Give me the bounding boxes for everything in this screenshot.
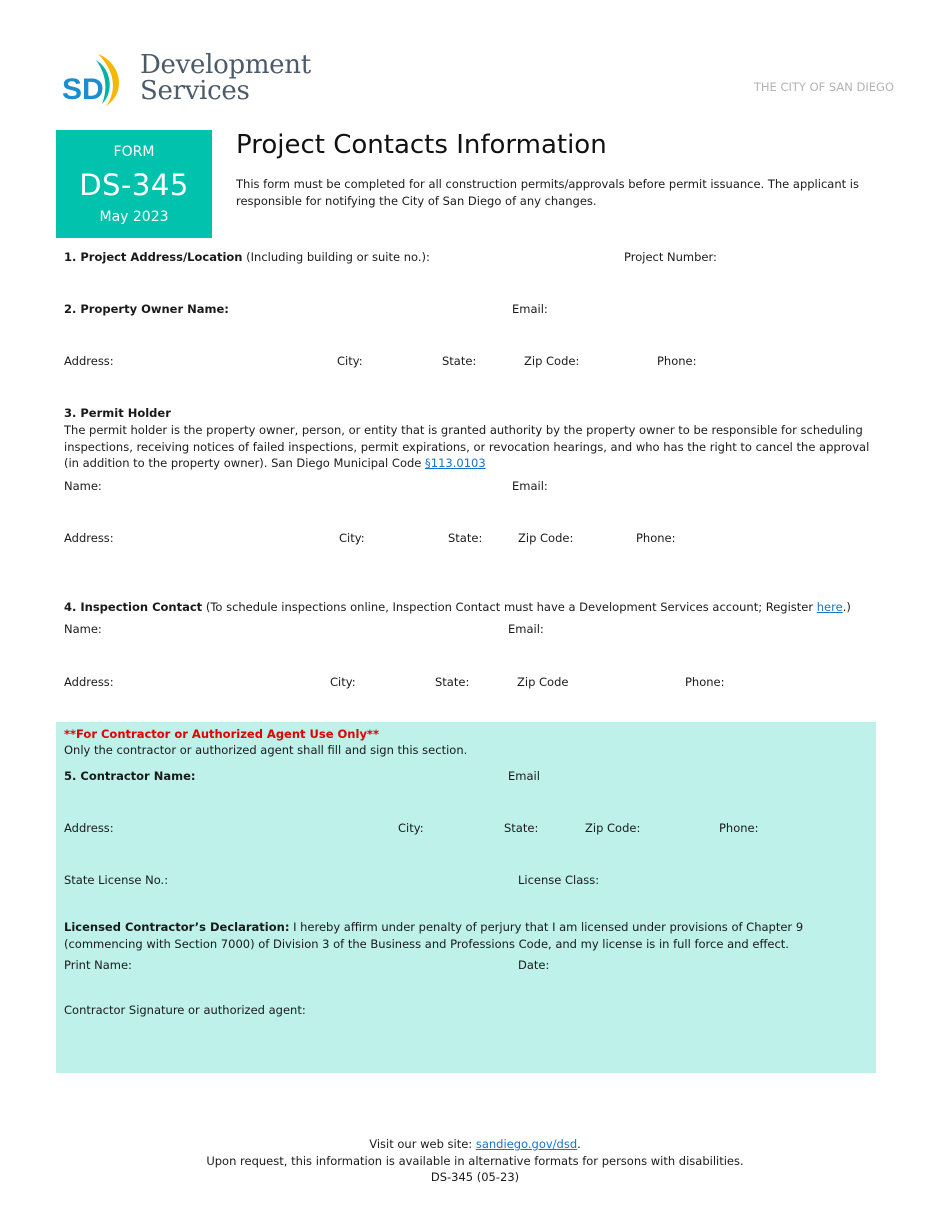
- holder-name-label: Name:: [64, 479, 102, 493]
- city-name: THE CITY OF SAN DIEGO: [753, 80, 894, 94]
- owner-email-label: Email:: [512, 302, 548, 316]
- project-address-label: 1. Project Address/Location (Including building or suite no.):: [64, 250, 430, 264]
- contractor-declaration: Licensed Contractor’s Declaration: I hereby affirm under penalty of perjury that I am licensed under provisions of Chapter 9 (commencing with Section 7000) of Division 3 of the Business and Professions Code, and my license is in full force and effect.: [64, 920, 804, 951]
- municipal-code-link[interactable]: §113.0103: [425, 456, 486, 470]
- inspection-phone-label: Phone:: [685, 675, 725, 689]
- holder-address-label: Address:: [64, 531, 114, 545]
- date-label: Date:: [518, 958, 550, 972]
- contractor-only-note: Only the contractor or authorized agent shall fill and sign this section.: [64, 743, 468, 757]
- state-license-label: State License No.:: [64, 873, 169, 887]
- intro-text: This form must be completed for all construction permits/approvals before permit issuance. The applicant is responsible for notifying the City of San Diego of any changes.: [236, 177, 859, 208]
- project-number-label: Project Number:: [624, 250, 717, 264]
- inspection-contact-heading: 4. Inspection Contact (To schedule inspections online, Inspection Contact must have a Development Services account; Register here.): [64, 600, 851, 614]
- license-class-label: License Class:: [518, 873, 600, 887]
- register-here-link[interactable]: here: [816, 600, 843, 614]
- owner-zip-label: Zip Code:: [524, 354, 580, 368]
- inspection-city-label: City:: [330, 675, 356, 689]
- owner-address-label: Address:: [64, 354, 114, 368]
- logo-text-services: Services: [140, 76, 250, 106]
- inspection-zip-label: Zip Code: [517, 675, 569, 689]
- permit-holder-description: The permit holder is the property owner, person, or entity that is granted authority by the property owner to be responsible for scheduling inspections, receiving notices of failed inspections, permit expirations, or revocation hearings, and who has the right to cancel the approval (in addition to the property owner). San Diego Municipal Code §113.0103: [64, 423, 870, 470]
- contractor-warning: **For Contractor or Authorized Agent Use Only**: [64, 727, 379, 741]
- form-badge: [56, 130, 212, 238]
- footer-accessibility: Upon request, this information is available in alternative formats for persons with disabilities.: [206, 1154, 744, 1168]
- owner-city-label: City:: [337, 354, 363, 368]
- holder-city-label: City:: [339, 531, 365, 545]
- property-owner-label: 2. Property Owner Name:: [64, 302, 229, 316]
- svg-text:SD: SD: [62, 73, 104, 106]
- contractor-zip-label: Zip Code:: [585, 821, 641, 835]
- inspection-email-label: Email:: [508, 622, 544, 636]
- contractor-city-label: City:: [398, 821, 424, 835]
- website-link[interactable]: sandiego.gov/dsd: [475, 1137, 578, 1151]
- footer-form-code: DS-345 (05-23): [430, 1170, 520, 1184]
- badge-form-label: FORM: [113, 144, 155, 160]
- contractor-email-label: Email: [508, 769, 540, 783]
- permit-holder-heading: 3. Permit Holder: [64, 406, 171, 420]
- signature-label: Contractor Signature or authorized agent:: [64, 1003, 306, 1017]
- badge-form-date: May 2023: [99, 209, 169, 225]
- badge-form-number: DS-345: [79, 168, 189, 202]
- holder-phone-label: Phone:: [636, 531, 676, 545]
- holder-email-label: Email:: [512, 479, 548, 493]
- contractor-name-label: 5. Contractor Name:: [64, 769, 196, 783]
- print-name-label: Print Name:: [64, 958, 132, 972]
- page-title: Project Contacts Information: [236, 130, 607, 160]
- holder-state-label: State:: [448, 531, 483, 545]
- logo-text-development: Development: [140, 50, 311, 80]
- inspection-address-label: Address:: [64, 675, 114, 689]
- holder-zip-label: Zip Code:: [518, 531, 574, 545]
- contractor-state-label: State:: [504, 821, 539, 835]
- contractor-phone-label: Phone:: [719, 821, 759, 835]
- owner-phone-label: Phone:: [657, 354, 697, 368]
- sd-logo-icon: [62, 52, 128, 108]
- footer-website: Visit our web site: sandiego.gov/dsd.: [369, 1137, 581, 1151]
- owner-state-label: State:: [442, 354, 477, 368]
- inspection-name-label: Name:: [64, 622, 102, 636]
- contractor-address-label: Address:: [64, 821, 114, 835]
- inspection-state-label: State:: [435, 675, 470, 689]
